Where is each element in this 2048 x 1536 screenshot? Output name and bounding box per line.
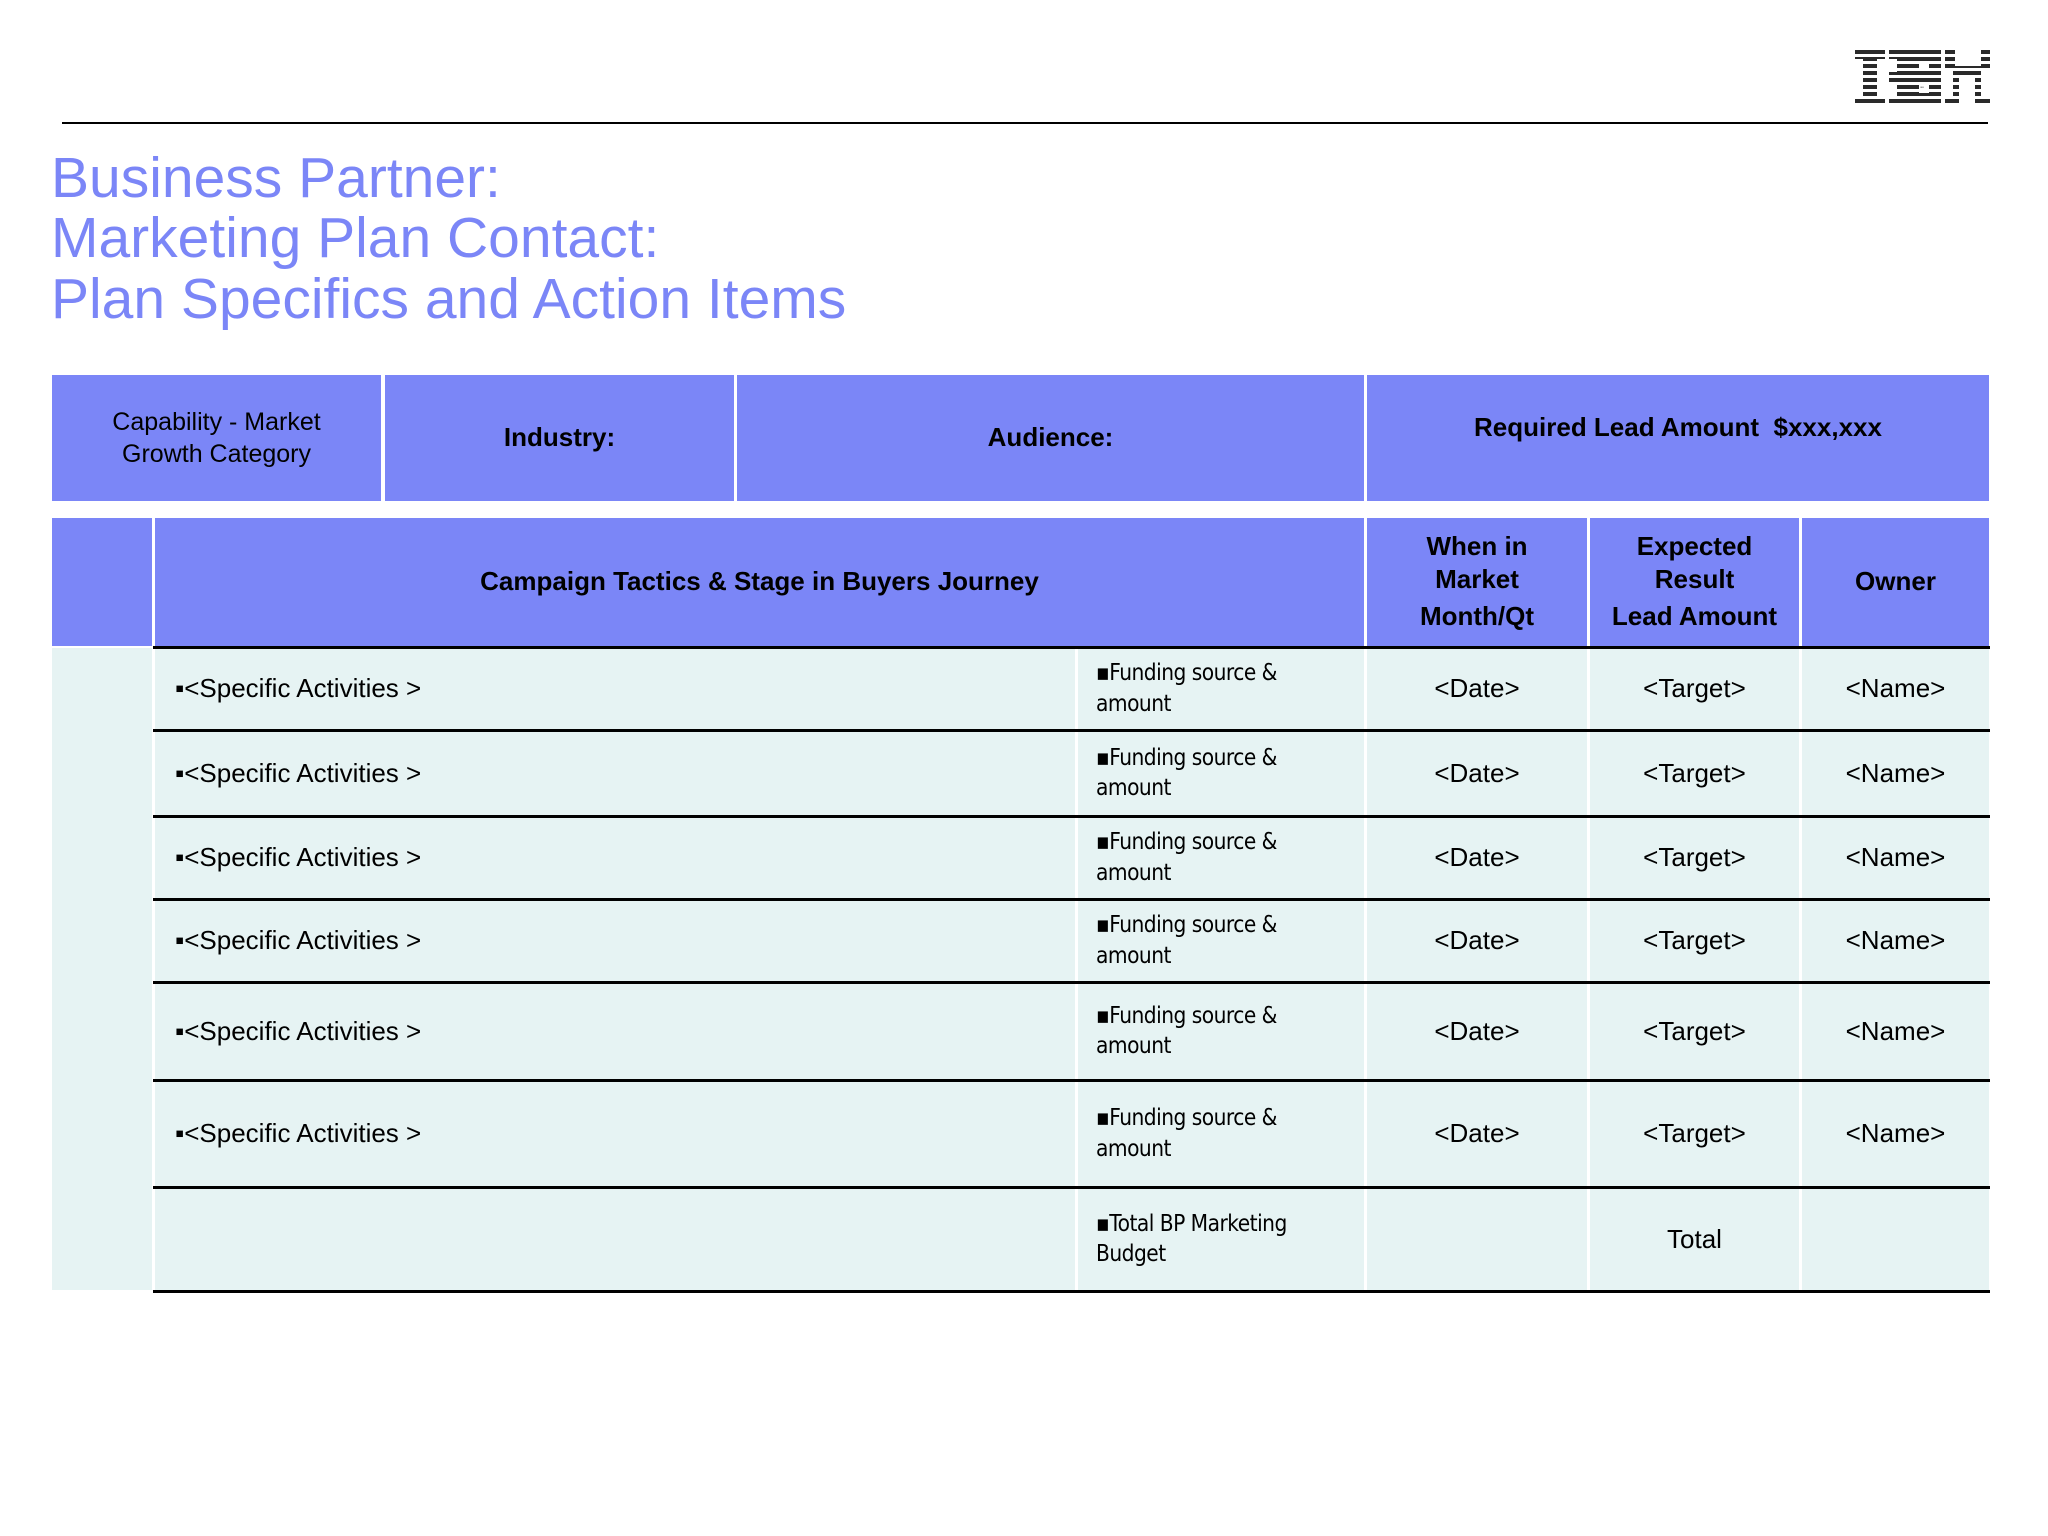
owner-text: <Name>	[1845, 1118, 1946, 1148]
owner-cell	[1802, 983, 1989, 1079]
date-cell	[1367, 648, 1587, 729]
owner-text: <Name>	[1845, 925, 1946, 955]
row-divider	[153, 981, 1990, 984]
row-divider	[153, 1079, 1990, 1082]
target-text: <Target>	[1643, 1015, 1746, 1046]
row-divider	[153, 898, 1990, 901]
date-text: <Date>	[1434, 673, 1520, 703]
funding-cell	[1078, 1081, 1364, 1186]
activity-cell	[155, 817, 1075, 898]
total-when-cell	[1367, 1188, 1587, 1290]
when-header-line2: Month/Qt	[1419, 601, 1535, 632]
activity-text: ▪<Specific Activities >	[175, 1015, 422, 1046]
audience-cell	[737, 375, 1364, 501]
target-cell	[1590, 900, 1799, 981]
owner-header-label: Owner	[1855, 566, 1936, 597]
total-target-cell	[1590, 1188, 1799, 1290]
capability-cell	[52, 375, 381, 501]
funding-cell	[1078, 900, 1364, 981]
activity-text: ▪<Specific Activities >	[175, 1118, 422, 1148]
row-divider	[153, 815, 1990, 818]
row-divider	[153, 729, 1990, 732]
activity-text: ▪<Specific Activities >	[175, 925, 422, 955]
owner-text: <Name>	[1845, 673, 1946, 703]
funding-text: ▪Funding source & amount	[1096, 912, 1277, 969]
target-text: <Target>	[1643, 673, 1746, 703]
funding-cell	[1078, 817, 1364, 898]
date-text: <Date>	[1434, 757, 1520, 788]
logo-text: IBM	[1920, 87, 1924, 89]
date-text: <Date>	[1434, 842, 1520, 872]
funding-cell	[1078, 983, 1364, 1079]
expected-header-line2: Lead Amount	[1611, 601, 1778, 632]
date-cell	[1367, 983, 1587, 1079]
target-text: <Target>	[1643, 925, 1746, 955]
when-header	[1367, 518, 1587, 646]
activity-cell	[155, 983, 1075, 1079]
target-text: <Target>	[1643, 757, 1746, 788]
required-lead-cell	[1367, 375, 1989, 501]
expected-header	[1590, 518, 1799, 646]
owner-cell	[1802, 731, 1989, 815]
campaign-header-label: Campaign Tactics & Stage in Buyers Journey	[480, 566, 1039, 597]
target-cell	[1590, 817, 1799, 898]
funding-cell	[1078, 731, 1364, 815]
date-text: <Date>	[1434, 1015, 1520, 1046]
target-text: <Target>	[1643, 842, 1746, 872]
target-cell	[1590, 648, 1799, 729]
total-budget-label: ▪Total BP Marketing Budget	[1096, 1210, 1287, 1267]
date-cell	[1367, 1081, 1587, 1186]
target-cell	[1590, 731, 1799, 815]
funding-text: ▪Funding source & amount	[1096, 829, 1277, 886]
target-text: <Target>	[1643, 1118, 1746, 1148]
row-divider	[153, 646, 1990, 649]
campaign-header	[155, 518, 1364, 646]
funding-text: ▪Funding source & amount	[1096, 660, 1277, 717]
owner-text: <Name>	[1845, 757, 1946, 788]
total-owner-cell	[1802, 1188, 1989, 1290]
target-cell	[1590, 983, 1799, 1079]
when-header-line1: When in Market	[1426, 531, 1528, 595]
ibm-logo	[1855, 50, 1990, 107]
capability-label: Capability - Market Growth Category	[112, 407, 321, 468]
audience-label: Audience:	[987, 422, 1114, 453]
total-budget-cell	[1078, 1188, 1364, 1290]
activity-cell	[155, 900, 1075, 981]
owner-cell	[1802, 900, 1989, 981]
date-cell	[1367, 731, 1587, 815]
header-divider	[62, 122, 1988, 124]
owner-text: <Name>	[1845, 842, 1946, 872]
funding-text: ▪Funding source & amount	[1096, 1002, 1277, 1059]
industry-label: Industry:	[503, 422, 616, 453]
owner-text: <Name>	[1845, 1015, 1946, 1046]
date-text: <Date>	[1434, 925, 1520, 955]
total-row-blank	[155, 1188, 1075, 1290]
expected-header-line1: Expected Result	[1636, 531, 1753, 595]
title-plan-specifics: Plan Specifics and Action Items	[51, 267, 847, 331]
activity-cell	[155, 731, 1075, 815]
activity-text: ▪<Specific Activities >	[175, 673, 422, 703]
owner-cell	[1802, 648, 1989, 729]
title-marketing-contact: Marketing Plan Contact:	[51, 206, 660, 270]
total-target-label: Total	[1667, 1223, 1722, 1254]
funding-text: ▪Funding source & amount	[1096, 744, 1277, 801]
funding-text: ▪Funding source & amount	[1096, 1105, 1277, 1162]
left-header-blank	[52, 518, 152, 646]
row-divider	[153, 1290, 1990, 1293]
activity-cell	[155, 648, 1075, 729]
owner-cell	[1802, 817, 1989, 898]
activity-text: ▪<Specific Activities >	[175, 842, 422, 872]
title-business-partner: Business Partner:	[51, 146, 501, 210]
date-cell	[1367, 900, 1587, 981]
industry-cell	[385, 375, 734, 501]
funding-cell	[1078, 648, 1364, 729]
activity-cell	[155, 1081, 1075, 1186]
date-text: <Date>	[1434, 1118, 1520, 1148]
owner-header	[1802, 518, 1989, 646]
target-cell	[1590, 1081, 1799, 1186]
required-lead-label: Required Lead Amount $xxx,xxx	[1474, 412, 1882, 442]
date-cell	[1367, 817, 1587, 898]
left-body-blank	[52, 648, 152, 1290]
row-divider	[153, 1186, 1990, 1189]
owner-cell	[1802, 1081, 1989, 1186]
activity-text: ▪<Specific Activities >	[175, 757, 422, 788]
